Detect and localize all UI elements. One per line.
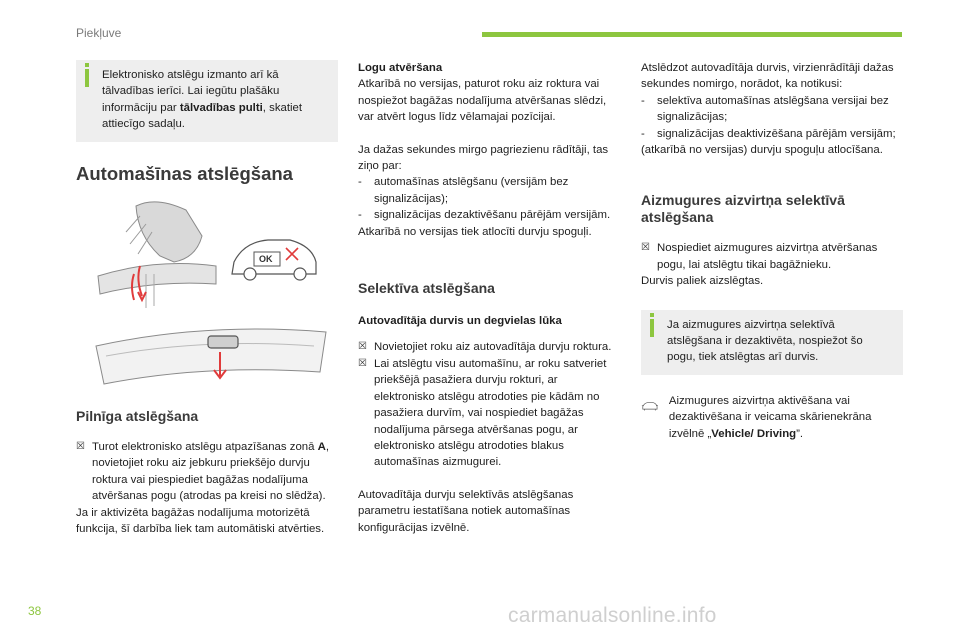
- subsection-heading: Pilnīga atslēgšana: [76, 408, 199, 425]
- square-checkbox-icon: ☒: [641, 242, 650, 254]
- indicators-intro: Ja dažas sekundes mirgo pagriezienu rādītāji, tas ziņo par:: [358, 143, 609, 173]
- page-number: 38: [28, 604, 42, 618]
- unlocking-illustration: [76, 196, 338, 396]
- section-heading: Aizmugures aizvirtņa selektīvā atslēgšana: [641, 192, 845, 226]
- section-heading: Automašīnas atslēgšana: [76, 162, 293, 184]
- car-icon: [232, 240, 316, 280]
- list-item: - automašīnas atslēgšanu (versijām bez signalizācijas);: [358, 176, 569, 205]
- paragraph: Ja ir aktivizēta bagāžas nodalījuma motorizētā funkcija, šī darbība liek tam automātiski atvērties.: [76, 506, 325, 536]
- list-item: ☒ Novietojiet roku aiz autovadītāja durvju roktura.: [358, 339, 620, 355]
- list-item: ☒ Turot elektronisko atslēgu atpazīšanas zonā A, novietojiet roku aiz jebkuru priekšējo durvju roktura vai piespiediet bagāžas nodalījuma atvēršanas pogu (atrodas pa kreisi no slēdža).: [76, 439, 338, 505]
- section-label: Piekļuve: [76, 26, 122, 40]
- list-item: - signalizācijas deaktivizēšana pārējām versijām;: [641, 127, 896, 140]
- header-accent-bar: [482, 32, 902, 37]
- column-3: [641, 60, 903, 442]
- info-box: Ja aizmugures aizvirtņa selektīvā atslēgšana ir dezaktivēta, nospiežot šo pogu, tiek atslēgtas arī durvis.: [641, 310, 903, 375]
- info-box: [76, 60, 338, 142]
- column-2: [358, 60, 620, 536]
- column-1: [76, 60, 338, 537]
- info-marker-icon: [650, 319, 654, 337]
- closing-text: Autovadītāja durvju selektīvās atslēgšanas parametru iestatīšana notiek automašīnas konfigurācijas izvēlnē.: [358, 488, 574, 534]
- square-checkbox-icon: ☒: [76, 441, 85, 453]
- section-heading: Selektīva atslēgšana: [358, 280, 495, 297]
- windows-text: Atkarībā no versijas, paturot roku aiz roktura vai nospiežot bagāžas nodalījuma atvēršanas slēdzi, var atvērt logus līdz vēlamajai pozīcijai.: [358, 78, 607, 124]
- windows-title: Logu atvēršana: [358, 62, 443, 74]
- mirrors-text: Atkarībā no versijas tiek atlocīti durvju spoguļi.: [358, 225, 592, 238]
- info-marker-icon: [85, 69, 89, 87]
- watermark: carmanualsonline.info: [508, 604, 717, 627]
- ok-label: OK: [259, 254, 273, 265]
- square-checkbox-icon: ☒: [358, 357, 367, 369]
- list-item: ☒ Nospiediet aizmugures aizvirtņa atvēršanas pogu, lai atslēgtu tikai bagāžnieku.: [641, 240, 903, 273]
- doors-locked-text: Durvis paliek aizslēgtas.: [641, 275, 764, 288]
- list-item: - signalizācijas dezaktivēšanu pārējām versijām.: [358, 209, 611, 222]
- intro-text: Atslēdzot autovadītāja durvis, virzienrādītāji dažas sekundes nomirgo, norādot, ka notikusi:: [641, 62, 894, 91]
- car-icon: [641, 393, 659, 419]
- list-item: - selektīva automašīnas atslēgšana versijai bez signalizācijas;: [641, 94, 889, 124]
- list-item: ☒ Lai atslēgtu visu automašīnu, ar roku satveriet priekšējā pasažiera durvju rokturi, ar elektronisko atslēgu atrodoties pie kādām no pasažiera durvīm, vai nospiediet bagāžas nodalījuma pārsega atvēršanas pogu, ar elektronisko atslēgu atrodoties blakus automašīnas aizmugurei.: [358, 356, 620, 471]
- info-text: Elektronisko atslēgu izmanto arī kā tālvadības ierīci. Lai iegūtu plašāku informāciju par tālvadības pulti, skatiet attiecīgo sadaļu.: [102, 69, 303, 131]
- mirrors-text: (atkarībā no versijas) durvju spoguļu atlocīšana.: [641, 144, 883, 157]
- config-note: Aizmugures aizvirtņa aktivēšana vai dezaktivēšana ir veicama skārienekrāna izvēlnē „Vehicle/ Driving”.: [641, 393, 903, 442]
- subsection-heading: Autovadītāja durvis un degvielas lūka: [358, 315, 562, 328]
- square-checkbox-icon: ☒: [358, 341, 367, 353]
